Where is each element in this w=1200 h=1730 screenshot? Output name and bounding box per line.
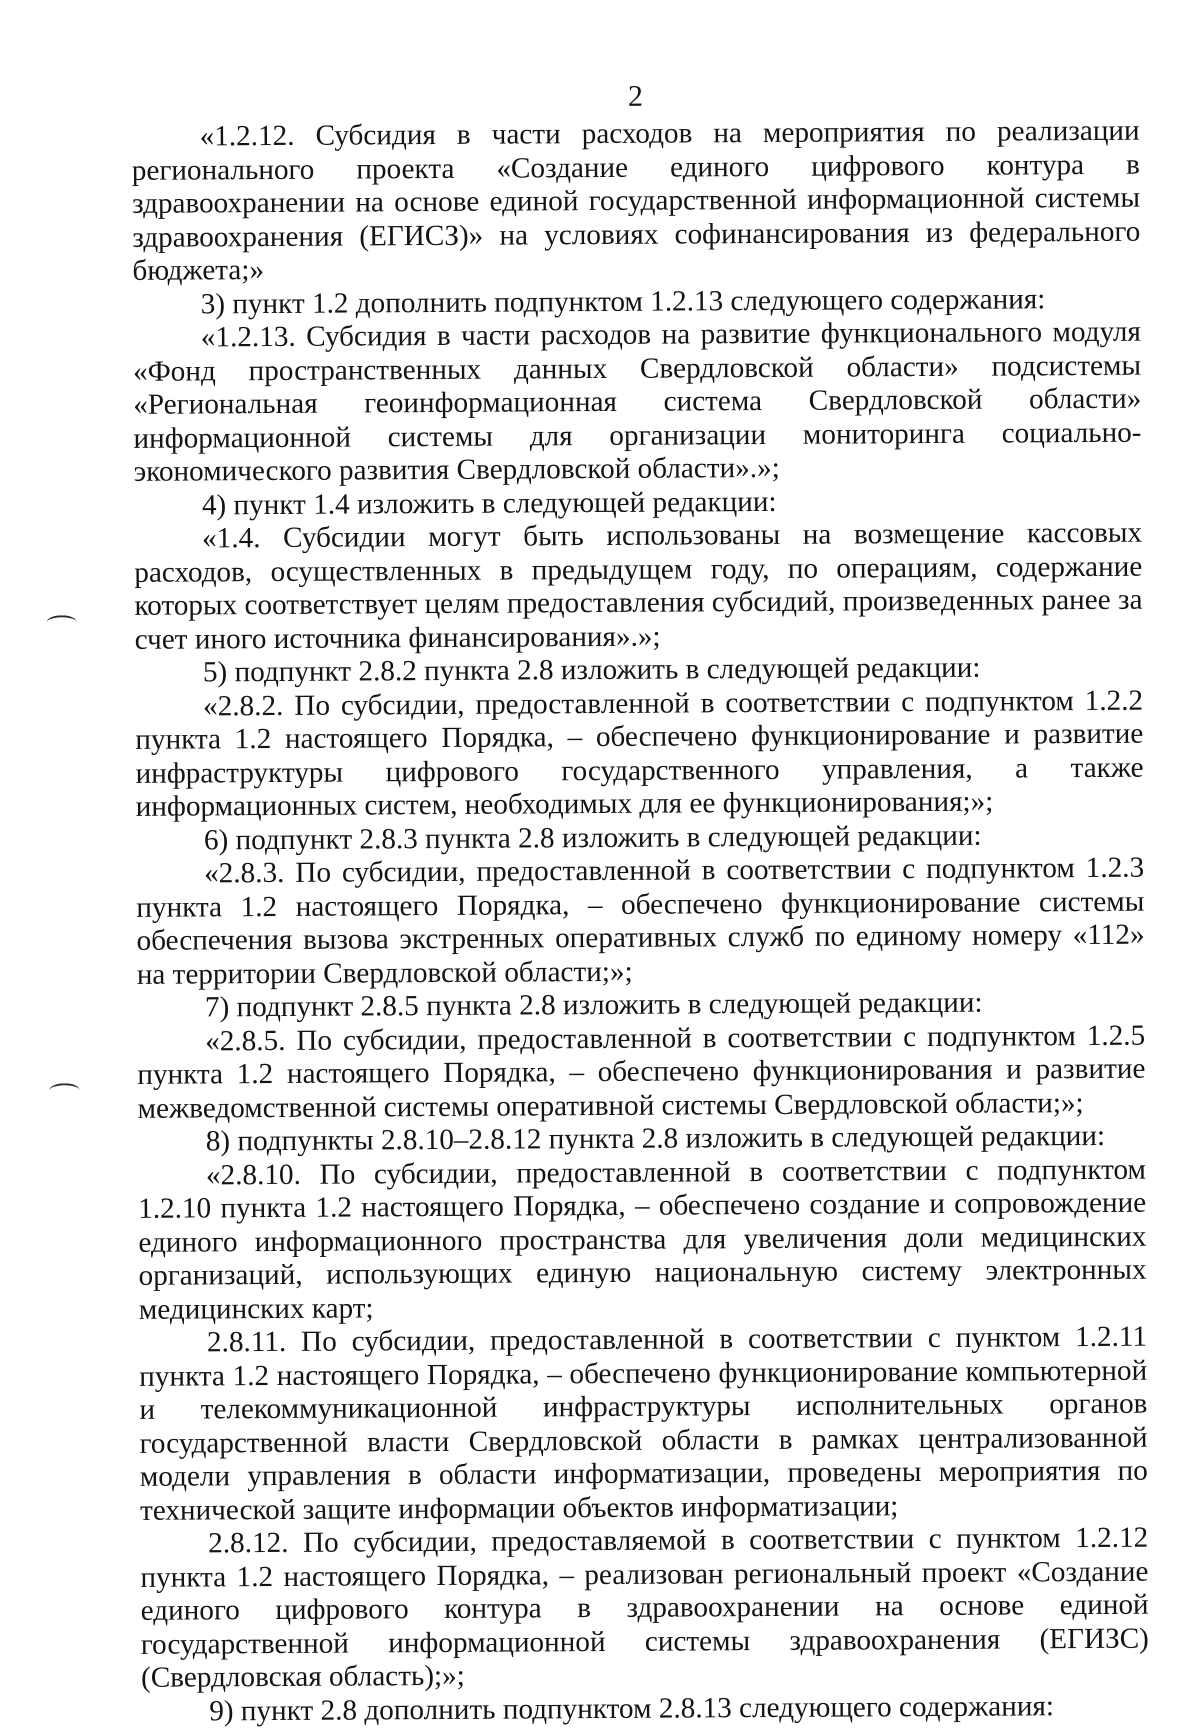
paragraph-2-8-11: 2.8.11. По субсидии, предоставленной в соответствии с пунктом 1.2.11 пункта 1.2 настоящего Порядка, – обеспечено функционирование компьютерной и телекоммуникационной инфраструктуры исполнительных органов государственной власти Свердловской области в рамках централизованной модели управления в области информатизации, проведены мероприятия по технической защите информации объектов информатизации;	[139, 1320, 1148, 1527]
paragraph-1-2-12: «1.2.12. Субсидия в части расходов на мероприятия по реализации регионального проекта «Создание единого цифрового контура в здравоохранении на основе единой государственной информационной системы здравоохранения (ЕГИСЗ)» на условиях софинансирования из федерального бюджета;»	[131, 114, 1141, 287]
amendment-item-9: 9) пункт 2.8 дополнить подпунктом 2.8.13 следующего содержания:	[209, 1689, 1055, 1727]
amendment-item-4: 4) пункт 1.4 изложить в следующей редакции:	[201, 485, 777, 521]
paragraph-2-8-2: «2.8.2. По субсидии, предоставленной в соответствии с подпунктом 1.2.2 пункта 1.2 настоящего Порядка, – обеспечено функционирование и развитие инфраструктуры цифрового государственного управления, а также информационных систем, необходимых для ее функционирования;»;	[135, 684, 1144, 823]
paragraph-2-8-10: «2.8.10. По субсидии, предоставленной в соответствии с подпунктом 1.2.10 пункта 1.2 настоящего Порядка, – обеспечено создание и сопровождение единого информационного пространства для увеличения доли медицинских организаций, использующих единую национальную систему электронных медицинских карт;	[138, 1153, 1147, 1326]
amendment-item-6: 6) подпункт 2.8.3 пункта 2.8 изложить в следующей редакции:	[203, 819, 982, 856]
amendment-item-3: 3) пункт 1.2 дополнить подпунктом 1.2.13 следующего содержания:	[200, 282, 1046, 320]
amendment-item-5: 5) подпункт 2.8.2 пункта 2.8 изложить в следующей редакции:	[202, 651, 981, 689]
document-body	[132, 115, 1150, 1729]
paragraph-1-4: «1.4. Субсидии могут быть использованы на возмещение кассовых расходов, осуществленных в предыдущем году, по операциям, содержание которых соответствует целям предоставления субсидий, произведенных ранее за счет иного источника финансирования».»;	[134, 516, 1143, 656]
margin-mark	[47, 615, 77, 629]
margin-mark	[49, 1083, 79, 1097]
paragraph-2-8-5: «2.8.5. По субсидии, предоставленной в соответствии с подпунктом 1.2.5 пункта 1.2 настоящего Порядка, – обеспечено функционирования и развитие межведомственной системы оперативной системы Свердловской области;»;	[137, 1019, 1146, 1125]
amendment-item-8: 8) подпункты 2.8.10–2.8.12 пункта 2.8 изложить в следующей редакции:	[205, 1119, 1106, 1158]
paragraph-2-8-12: 2.8.12. По субсидии, предоставляемой в соответствии с пунктом 1.2.12 пункта 1.2 настоящего Порядка, – реализован региональный проект «Создание единого цифрового контура в здравоохранении на основе единой государственной информационной системы здравоохранения (ЕГИЗС) (Свердловская область);»;	[140, 1521, 1149, 1694]
page-number: 2	[627, 79, 644, 113]
paragraph-2-8-3: «2.8.3. По субсидии, предоставленной в соответствии с подпунктом 1.2.3 пункта 1.2 настоящего Порядка, – обеспечено функционирование системы обеспечения вызова экстренных оперативных служб по единому номеру «112» на территории Свердловской области;»;	[136, 851, 1145, 991]
paragraph-1-2-13: «1.2.13. Субсидия в части расходов на развитие функционального модуля «Фонд пространственных данных Свердловской области» подсистемы «Региональная геоинформационная система Свердловской области» информационной системы для организации мониторинга социально-экономического развития Свердловской области».»;	[132, 315, 1142, 488]
amendment-item-7: 7) подпункт 2.8.5 пункта 2.8 изложить в следующей редакции:	[204, 986, 983, 1024]
